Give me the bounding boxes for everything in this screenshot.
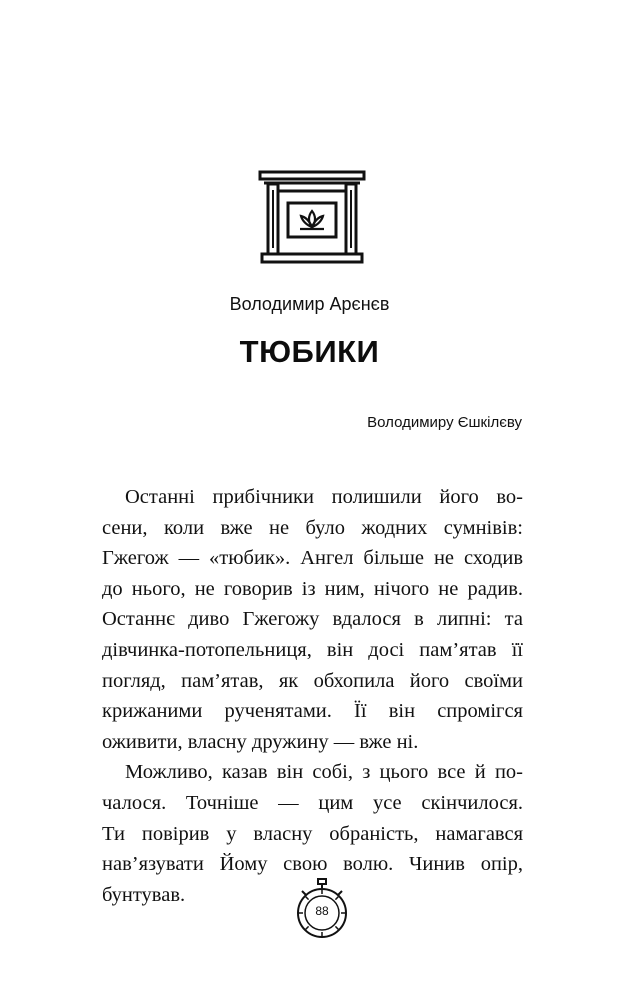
text-line: бунтував. (102, 883, 186, 906)
text-line: Можливо, казав він собі, з цього все й по- (125, 761, 523, 784)
paragraph (102, 482, 523, 757)
story-text (102, 482, 523, 910)
text-line: оживити, власну дружину — вже ні. (102, 730, 419, 753)
story-title: ТЮБИКИ (239, 334, 380, 369)
text-line: погляд, пам’ятав, як обхопила його своїми (102, 669, 523, 692)
dedication: Володимиру Єшкілєву (367, 414, 522, 431)
text-line: до нього, не говорив із ним, нічого не радив. (102, 577, 523, 600)
text-line: дівчинка-потопельниця, він досі пам’ятав її (102, 638, 523, 661)
page-number: 88 (315, 904, 329, 918)
text-line: нав’язувати Йому свою волю. Чинив опір, (102, 853, 523, 876)
author-name: Володимир Арєнєв (229, 294, 390, 314)
text-line: Останнє диво Гжегожу вдалося в липні: та (102, 608, 523, 631)
fireplace-lotus-icon (258, 170, 366, 266)
text-line: Останні прибічники полишили його во- (125, 486, 523, 508)
text-line: Ти повірив у власну обраність, намагався (102, 822, 523, 845)
text-line: Гжегож — «тюбик». Ангел більше не сходив (102, 547, 523, 570)
text-line: крижаними рученятами. Її він спромігся (102, 700, 523, 723)
text-line: чалося. Точніше — цим усе скінчилося. (102, 791, 523, 814)
text-line: сени, коли вже не було жодних сумнівів: (102, 516, 523, 539)
